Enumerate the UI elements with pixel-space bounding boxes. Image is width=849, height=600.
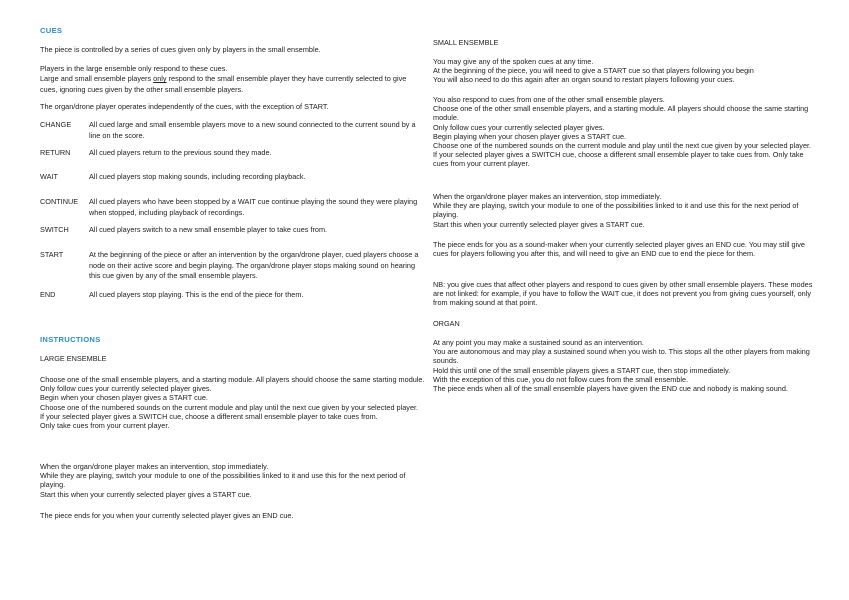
text-line: When the organ/drone player makes an intervention, stop immediately. (40, 462, 269, 471)
text-line: At the beginning of the piece, you will need to give a START cue so that players following you begin (433, 66, 754, 76)
text-line: If your selected player gives a SWITCH cue, choose a different small ensemble player to take cues from. Only take cues from your current player. (433, 150, 804, 169)
text-line: You are autonomous and may play a sustained sound when you wish to. This stops all the other players from making sounds. (433, 347, 810, 366)
organ-title: ORGAN (433, 319, 460, 328)
cue-description: All cued large and small ensemble players move to a new sound connected to the current sound by a line on the score. (89, 120, 416, 140)
text-line: The piece ends for you when your currently selected player gives an END cue. (40, 511, 294, 520)
cues-organ-note-text: The organ/drone player operates independently of the cues, with the exception of START. (40, 102, 329, 111)
cues-large-ensemble-note (40, 64, 425, 95)
text-line: Start this when your currently selected player gives a START cue. (433, 219, 645, 229)
cue-term: CONTINUE (40, 197, 79, 206)
text-line: Choose one of the numbered sounds on the current module and play until the next cue given by your selected player. (433, 141, 812, 151)
text-line: Only follow cues your currently selected player gives. (40, 384, 212, 394)
text-line: NB: you give cues that affect other players and respond to cues given by other small ensemble players. These modes are not linked: for example, if you have to follow the WAIT cue, it does not prevent you from giving cues yourself, only from making sound at that point. (433, 280, 813, 308)
cues-heading: CUES (40, 26, 63, 35)
cue-term: WAIT (40, 172, 58, 181)
text-line: While they are playing, switch your module to one of the possibilities linked to it and use this for the next period of playing. (433, 201, 799, 220)
cues-organ-note (40, 102, 425, 111)
text-line: Start this when your currently selected player gives a START cue. (40, 489, 252, 499)
text-line: You will also need to do this again after an organ sound to restart players following your cues. (433, 75, 735, 85)
text-line: Only take cues from your current player. (40, 421, 170, 431)
cue-description: All cued players return to the previous sound they made. (89, 148, 272, 157)
cue-term: END (40, 290, 56, 299)
text-line: The piece ends when all of the small ensemble players have given the END cue and nobody is making sound. (433, 384, 788, 394)
large-ensemble-para2 (40, 462, 425, 499)
text-line: You also respond to cues from one of the other small ensemble players. (433, 95, 665, 104)
cue-description: All cued players who have been stopped by a WAIT cue continue playing the sound they were playing when stopped, including playback of recordings. (89, 197, 418, 217)
cue-term: CHANGE (40, 120, 72, 129)
large-ensemble-para1 (40, 375, 425, 430)
text-line: Choose one of the numbered sounds on the current module and play until the next cue given by your selected player. (40, 402, 419, 412)
cue-term: SWITCH (40, 225, 69, 234)
small-ensemble-para1 (433, 57, 813, 85)
cues-large-line1: Players in the large ensemble only respond to these cues. (40, 64, 228, 73)
instructions-heading: INSTRUCTIONS (40, 335, 101, 344)
cue-term: START (40, 250, 64, 259)
text-line: Choose one of the small ensemble players, and a starting module. All players should choose the same starting module. (40, 375, 425, 384)
small-ensemble-para4 (433, 240, 813, 258)
large-ensemble-title: LARGE ENSEMBLE (40, 354, 107, 363)
small-ensemble-para5 (433, 280, 813, 308)
text-line: Hold this until one of the small ensemble players gives a START cue, then stop immediately. (433, 365, 731, 375)
cues-large-line2-emph: only (153, 74, 167, 84)
text-line: At any point you may make a sustained sound as an intervention. (433, 338, 644, 347)
cues-large-line2-pre: Large and small ensemble players (40, 74, 154, 84)
cues-large-line2 (40, 73, 425, 95)
text-line: The piece ends for you as a sound-maker when your currently selected player gives an END cue. You may still give cues for players following you after this, and will need to give an END cue to end the piece for them. (433, 240, 805, 259)
text-line: Choose one of the other small ensemble players, and a starting module. All players should choose the same starting module. (433, 104, 809, 123)
organ-instructions (433, 338, 813, 393)
text-line: Only follow cues your currently selected player gives. (433, 122, 605, 132)
text-line: You may give any of the spoken cues at any time. (433, 57, 594, 66)
large-ensemble-para3 (40, 511, 425, 520)
small-ensemble-title: SMALL ENSEMBLE (433, 38, 499, 47)
cues-intro (40, 45, 425, 54)
cue-description: All cued players stop making sounds, including recording playback. (89, 172, 306, 181)
cue-description: All cued players switch to a new small ensemble player to take cues from. (89, 225, 328, 234)
cues-intro-text: The piece is controlled by a series of cues given only by players in the small ensemble. (40, 45, 321, 54)
cue-term: RETURN (40, 148, 71, 157)
cues-large-line2-post: respond to the small ensemble player they have currently selected to give cues, ignoring cues given by the other small ensemble players. (40, 74, 407, 95)
cue-description: At the beginning of the piece or after an intervention by the organ/drone player, cued players choose a node on their active score and begin playing. The organ/drone player stops making sound on hearing this cue given by any of the small ensemble players. (89, 250, 419, 280)
small-ensemble-para3 (433, 192, 813, 229)
text-line: With the exception of this cue, you do not follow cues from the small ensemble. (433, 374, 689, 384)
text-line: Begin when your chosen player gives a START cue. (40, 393, 208, 403)
text-line: Begin playing when your chosen player gives a START cue. (433, 131, 627, 141)
small-ensemble-para2 (433, 95, 813, 169)
text-line: When the organ/drone player makes an intervention, stop immediately. (433, 192, 662, 201)
cue-description: All cued players stop playing. This is the end of the piece for them. (89, 290, 304, 299)
text-line: If your selected player gives a SWITCH cue, choose a different small ensemble player to take cues from. (40, 411, 378, 421)
text-line: While they are playing, switch your module to one of the possibilities linked to it and use this for the next period of playing. (40, 471, 406, 490)
